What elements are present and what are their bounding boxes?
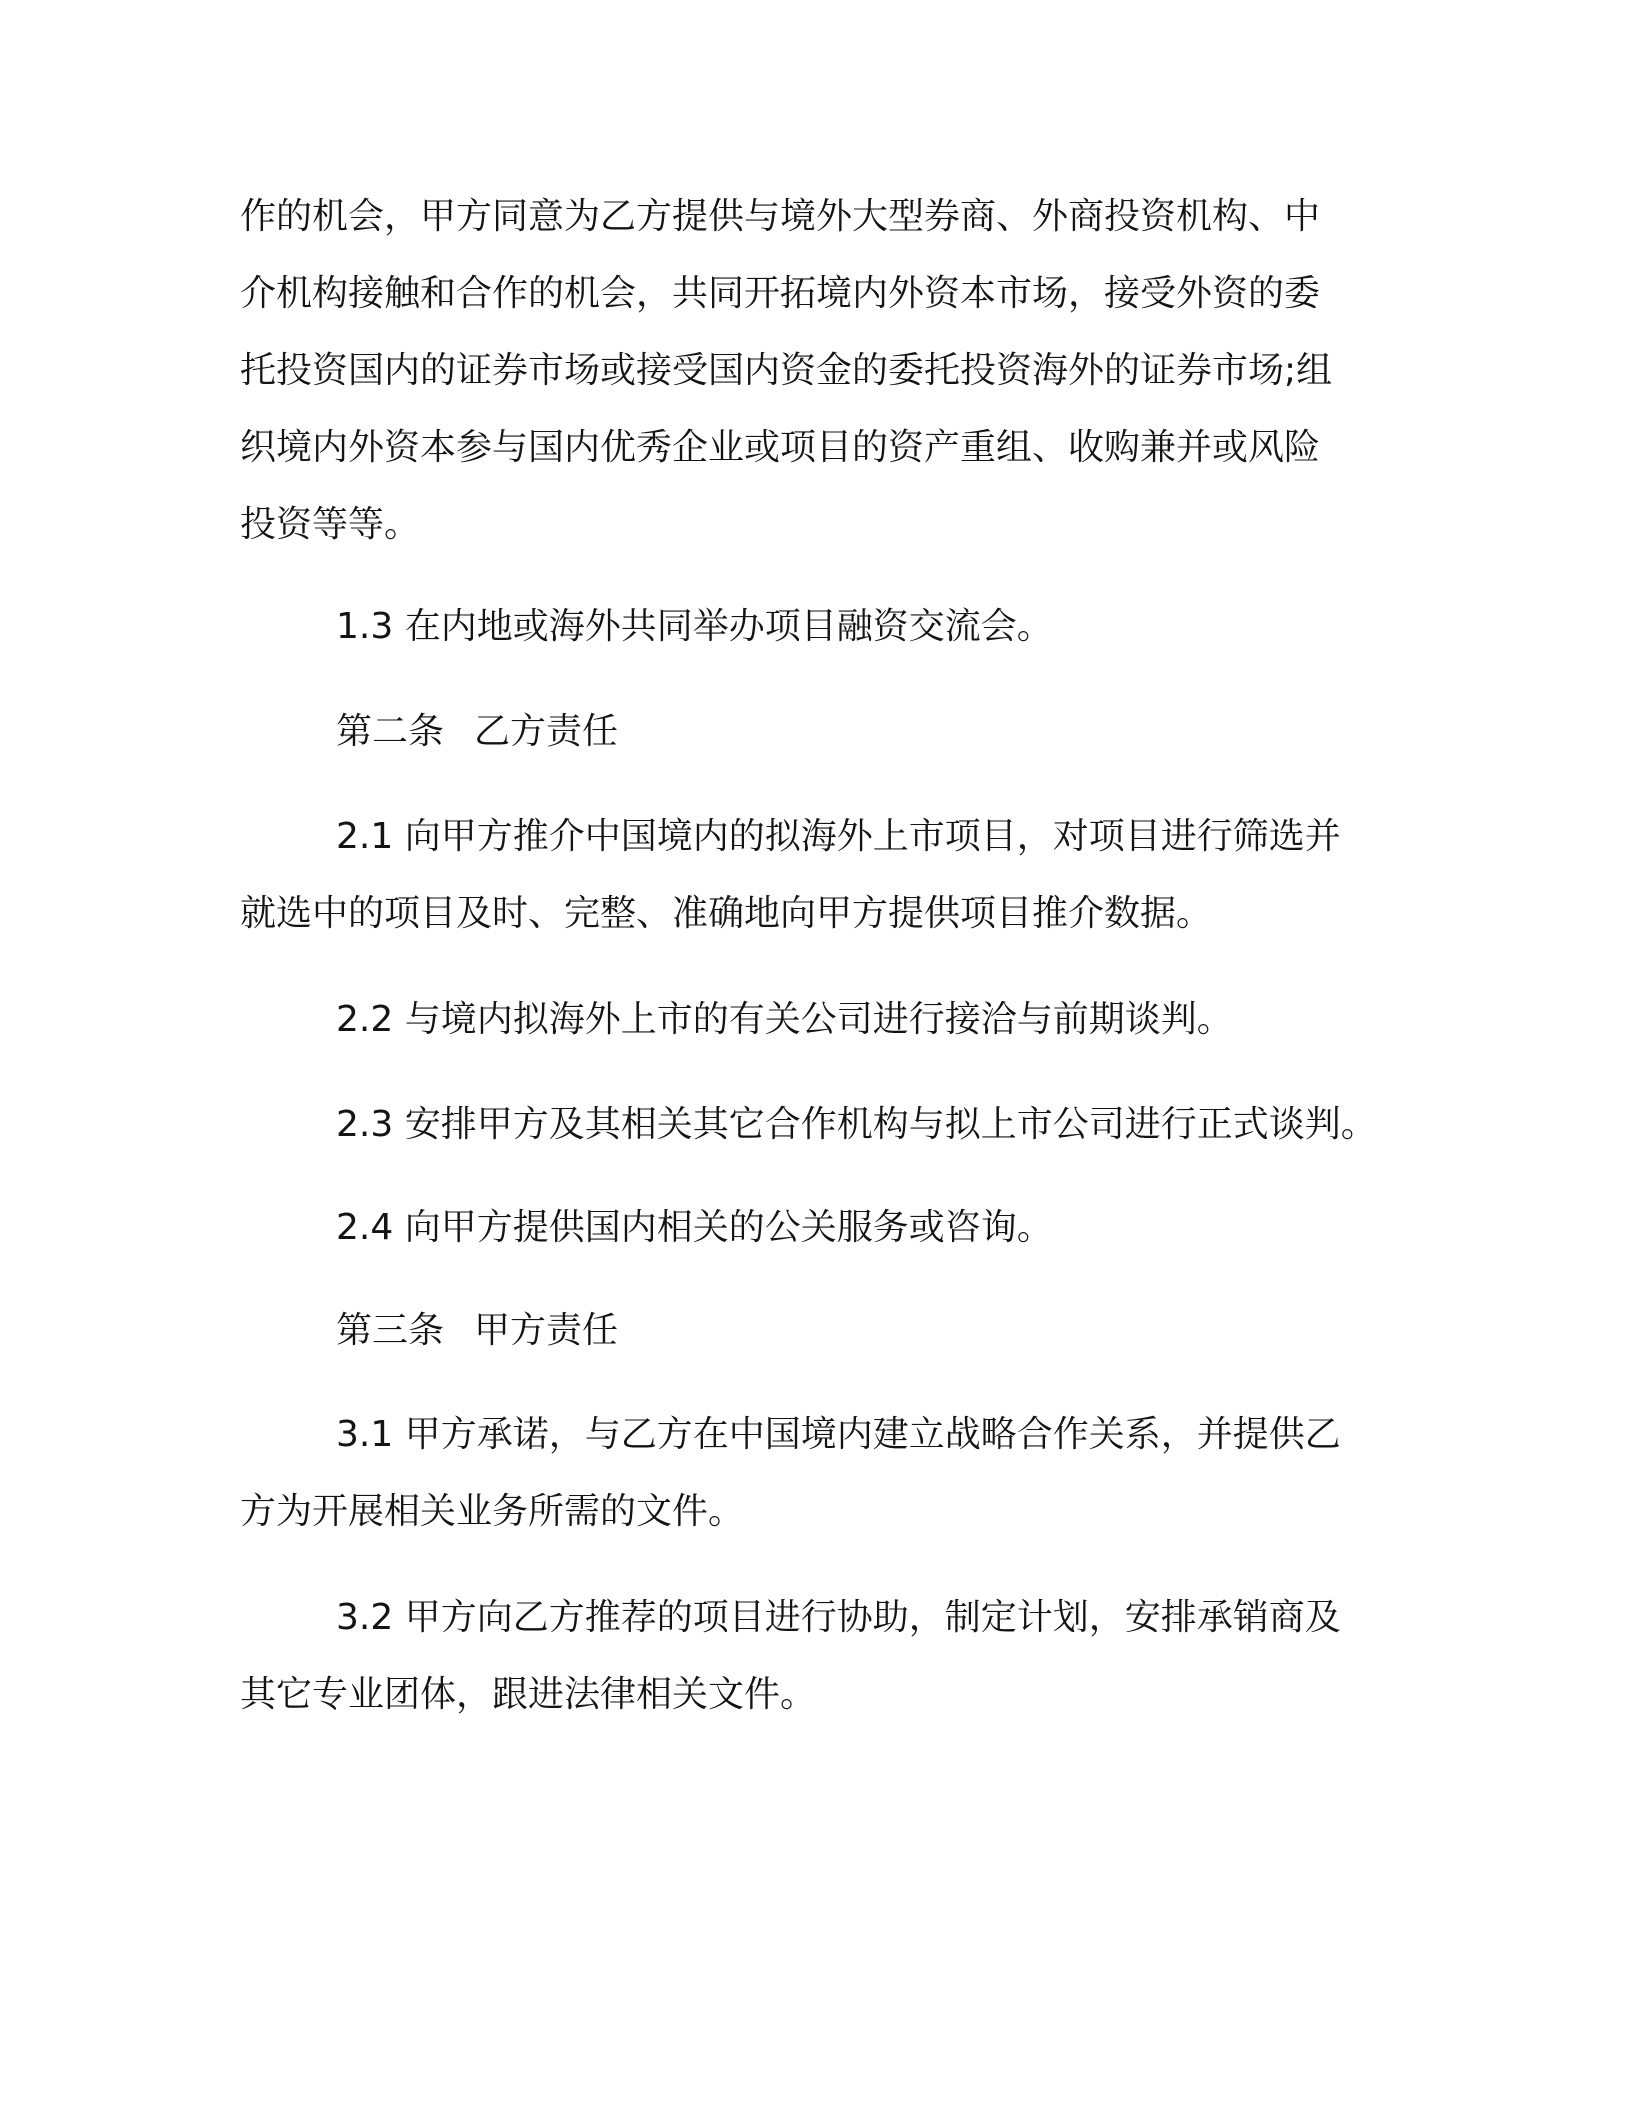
paragraph-line: 作的机会，甲方同意为乙方提供与境外大型券商、外商投资机构、中 xyxy=(240,196,1321,237)
paragraph-line: 托投资国内的证券市场或接受国内资金的委托投资海外的证券市场;组 xyxy=(240,350,1333,391)
paragraph-line: 投资等等。 xyxy=(240,504,421,545)
article-2-heading xyxy=(240,693,1400,770)
paragraph-line: 方为开展相关业务所需的文件。 xyxy=(240,1491,745,1532)
continuation-paragraph xyxy=(240,178,1400,563)
paragraph-line: 就选中的项目及时、完整、准确地向甲方提供项目推介数据。 xyxy=(240,893,1213,934)
heading-line xyxy=(240,1292,1400,1369)
paragraph-line: 2.4 向甲方提供国内相关的公关服务或咨询。 xyxy=(336,1207,1053,1248)
clause-1-3 xyxy=(240,588,1400,665)
clause-2-2 xyxy=(240,981,1400,1058)
paragraph-line: 3.1 甲方承诺，与乙方在中国境内建立战略合作关系，并提供乙 xyxy=(336,1414,1341,1455)
clause-2-3 xyxy=(240,1086,1400,1163)
article-number: 第三条 xyxy=(336,1310,445,1351)
clause-3-2 xyxy=(240,1579,1400,1733)
clause-2-4 xyxy=(240,1189,1400,1266)
article-title: 乙方责任 xyxy=(474,711,619,752)
article-3-heading xyxy=(240,1292,1400,1369)
paragraph-line: 3.2 甲方向乙方推荐的项目进行协助，制定计划，安排承销商及 xyxy=(336,1597,1341,1638)
article-number: 第二条 xyxy=(336,711,445,752)
paragraph-line: 2.3 安排甲方及其相关其它合作机构与拟上市公司进行正式谈判。 xyxy=(336,1104,1377,1145)
paragraph-line: 织境内外资本参与国内优秀企业或项目的资产重组、收购兼并或风险 xyxy=(240,427,1321,468)
paragraph-line: 1.3 在内地或海外共同举办项目融资交流会。 xyxy=(336,606,1053,647)
paragraph-line: 2.2 与境内拟海外上市的有关公司进行接洽与前期谈判。 xyxy=(336,999,1233,1040)
clause-2-1 xyxy=(240,798,1400,952)
article-title: 甲方责任 xyxy=(474,1310,619,1351)
paragraph-line: 2.1 向甲方推介中国境内的拟海外上市项目，对项目进行筛选并 xyxy=(336,816,1341,857)
paragraph-line: 其它专业团体，跟进法律相关文件。 xyxy=(240,1674,817,1715)
clause-3-1 xyxy=(240,1396,1400,1550)
heading-line xyxy=(240,693,1400,770)
paragraph-line: 介机构接触和合作的机会，共同开拓境内外资本市场，接受外资的委 xyxy=(240,273,1321,314)
